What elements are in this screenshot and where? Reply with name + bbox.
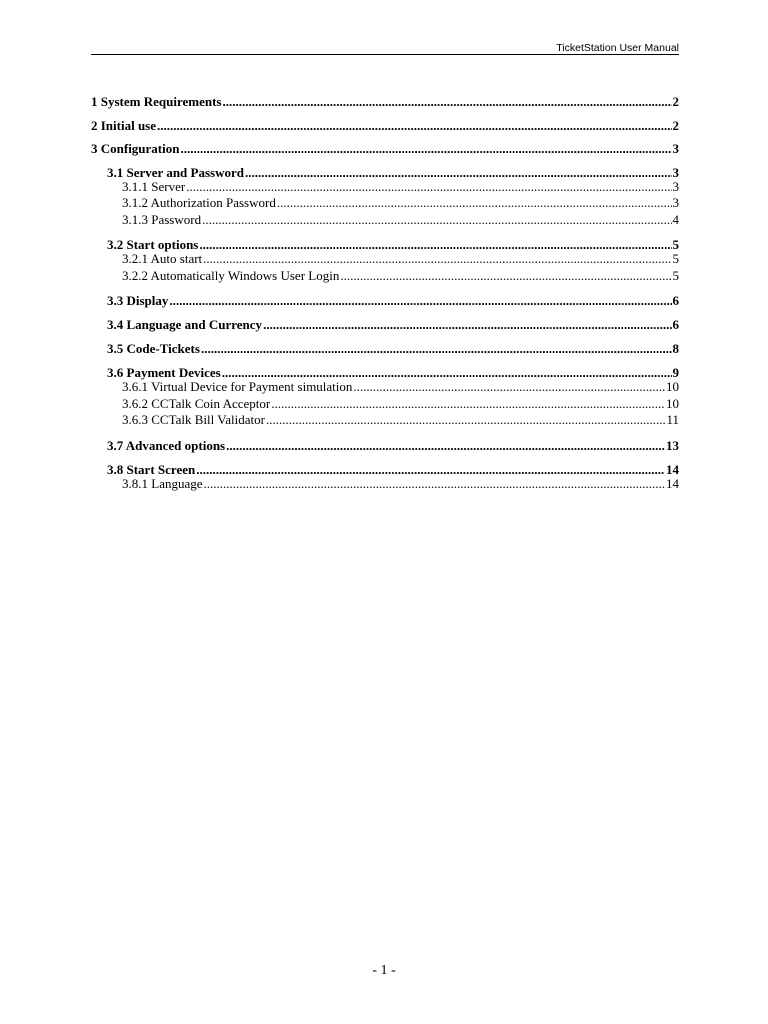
- toc-entry[interactable]: [91, 212, 679, 229]
- toc-entry-page: 10: [666, 395, 679, 411]
- toc-entry-page: 2: [672, 117, 679, 133]
- toc-entry-page: 11: [666, 412, 679, 427]
- dot-leader: [226, 436, 665, 456]
- toc-entry-page: 5: [672, 251, 679, 266]
- toc-entry[interactable]: [91, 315, 679, 339]
- toc-entry-page: 2: [672, 94, 679, 109]
- table-of-contents: [91, 92, 679, 492]
- page-number: - 1 -: [372, 963, 396, 978]
- toc-entry-title: 2 Initial use: [91, 117, 157, 133]
- toc-entry-page: 3: [672, 164, 679, 180]
- dot-leader: [169, 291, 671, 311]
- toc-entry-title: 3.6.1 Virtual Device for Payment simulation: [122, 379, 353, 394]
- toc-entry[interactable]: [91, 379, 679, 396]
- toc-entry-page: 10: [666, 379, 679, 394]
- toc-entry-page: 9: [672, 365, 679, 380]
- toc-entry-title: 3.8.1 Language: [122, 475, 203, 491]
- document-title: TicketStation User Manual: [556, 42, 679, 54]
- page-header: [91, 38, 679, 55]
- toc-entry-page: 5: [672, 267, 679, 283]
- toc-entry-page: 8: [672, 341, 679, 356]
- toc-entry-page: 3: [672, 195, 679, 210]
- dot-leader: [340, 268, 671, 284]
- toc-entry[interactable]: [91, 476, 679, 493]
- toc-entry-page: 6: [672, 293, 679, 308]
- toc-entry-title: 3.2 Start options: [107, 237, 199, 252]
- toc-entry[interactable]: [91, 268, 679, 285]
- toc-entry-page: 3: [672, 178, 679, 194]
- toc-entry-title: 3.2.1 Auto start: [122, 251, 203, 266]
- dot-leader: [353, 379, 665, 395]
- dot-leader: [157, 116, 671, 136]
- toc-entry-title: 3.6 Payment Devices: [107, 365, 221, 380]
- dot-leader: [266, 412, 666, 428]
- toc-entry-title: 3.1.3 Password: [122, 211, 202, 227]
- toc-entry-title: 3.1 Server and Password: [107, 164, 244, 180]
- toc-entry[interactable]: [91, 116, 679, 140]
- toc-entry-title: 3.6.2 CCTalk Coin Acceptor: [122, 395, 271, 411]
- dot-leader: [204, 476, 665, 492]
- toc-entry[interactable]: [91, 436, 679, 460]
- toc-entry[interactable]: [91, 179, 679, 196]
- toc-entry[interactable]: [91, 412, 679, 429]
- toc-entry-title: 3.6.3 CCTalk Bill Validator: [122, 412, 265, 427]
- toc-entry[interactable]: [91, 291, 679, 315]
- toc-entry[interactable]: [91, 139, 679, 163]
- toc-entry[interactable]: [91, 396, 679, 413]
- toc-entry-title: 3 Configuration: [91, 141, 180, 156]
- toc-entry[interactable]: [91, 251, 679, 268]
- toc-entry-title: 1 System Requirements: [91, 94, 222, 109]
- toc-entry-title: 3.3 Display: [107, 293, 169, 308]
- toc-entry[interactable]: [91, 92, 679, 116]
- toc-entry[interactable]: [91, 339, 679, 363]
- dot-leader: [201, 339, 672, 359]
- dot-leader: [203, 251, 671, 267]
- toc-entry-title: 3.4 Language and Currency: [107, 317, 263, 332]
- toc-entry-page: 13: [666, 437, 679, 453]
- toc-entry-title: 3.1.1 Server: [122, 178, 186, 194]
- toc-entry-page: 5: [672, 237, 679, 252]
- dot-leader: [180, 139, 671, 159]
- toc-entry-title: 3.1.2 Authorization Password: [122, 195, 276, 210]
- toc-entry-page: 6: [672, 317, 679, 332]
- toc-entry-page: 3: [672, 141, 679, 156]
- dot-leader: [277, 195, 672, 211]
- dot-leader: [271, 396, 665, 412]
- dot-leader: [263, 315, 671, 335]
- toc-entry-title: 3.8 Start Screen: [107, 461, 196, 477]
- toc-entry-page: 14: [666, 461, 679, 477]
- toc-entry[interactable]: [91, 195, 679, 212]
- toc-entry-title: 3.5 Code-Tickets: [107, 341, 200, 356]
- toc-entry-page: 14: [666, 475, 679, 491]
- toc-entry-page: 4: [672, 211, 679, 227]
- dot-leader: [186, 179, 671, 195]
- dot-leader: [202, 212, 671, 228]
- toc-entry-title: 3.2.2 Automatically Windows User Login: [122, 267, 340, 283]
- toc-entry-title: 3.7 Advanced options: [107, 437, 226, 453]
- dot-leader: [222, 92, 671, 112]
